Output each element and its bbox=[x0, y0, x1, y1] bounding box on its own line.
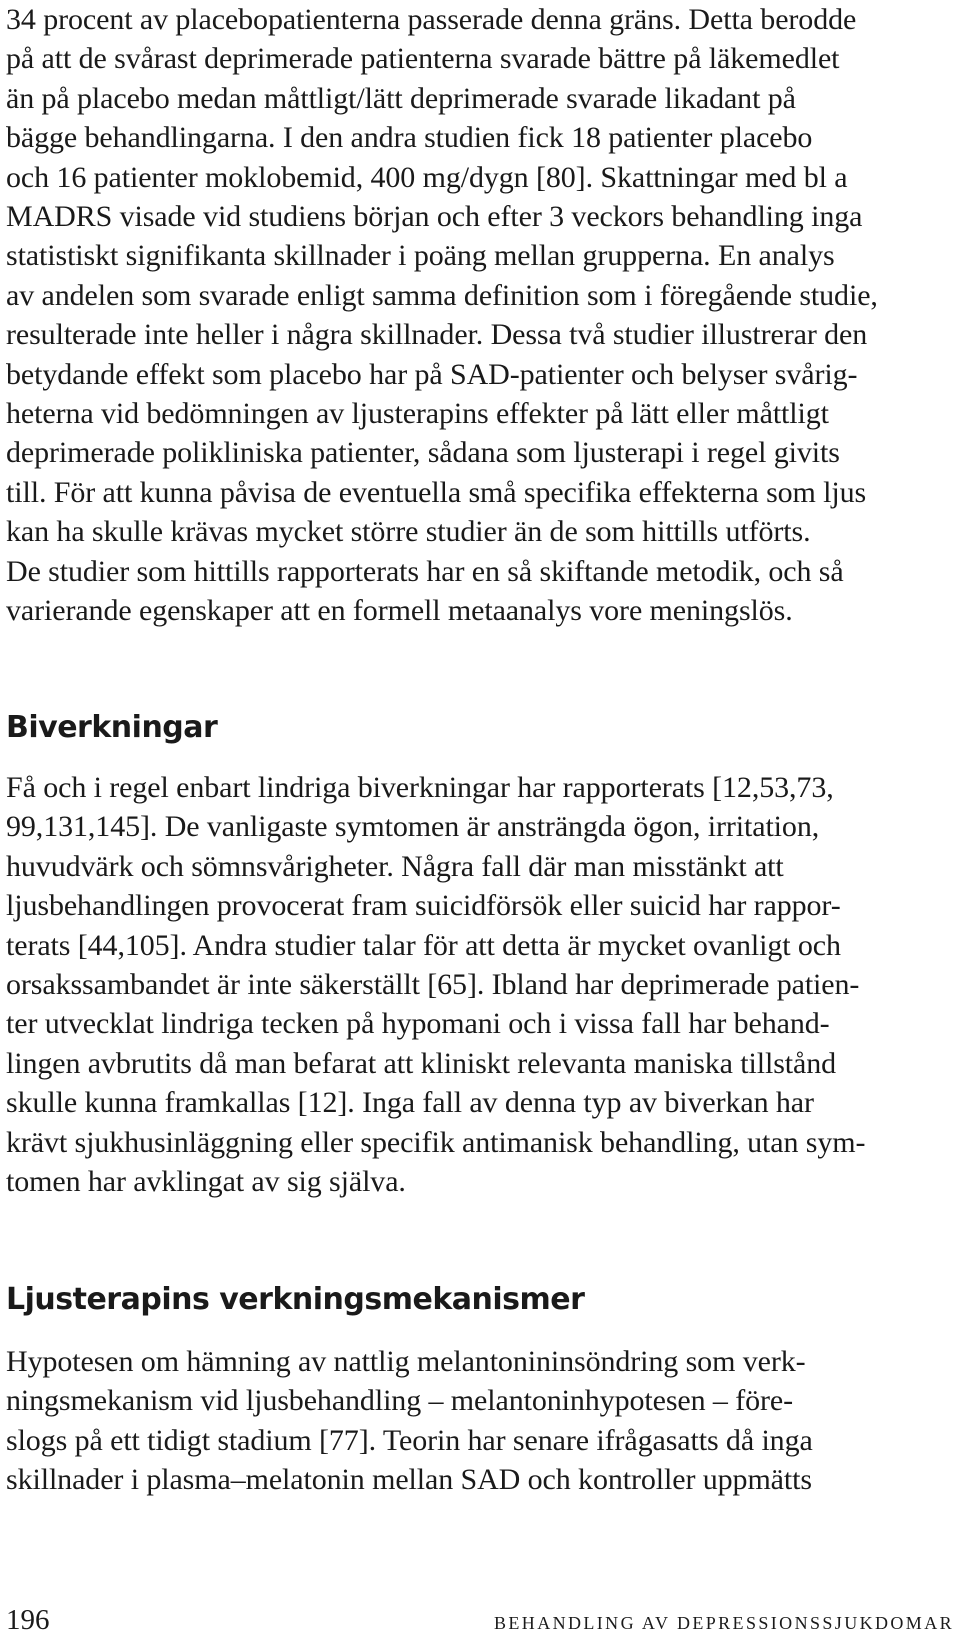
section-heading-biverkningar: Biverkningar bbox=[6, 710, 218, 745]
page-footer bbox=[6, 1602, 954, 1638]
text-line: än på placebo medan måttligt/lätt deprimerade svarade likadant på bbox=[6, 81, 796, 115]
text-line: av andelen som svarade enligt samma definition som i föregående studie, bbox=[6, 278, 878, 312]
text-line: Få och i regel enbart lindriga biverkningar har rapporterats [12,53,73, bbox=[6, 771, 834, 804]
paragraph-side-effects bbox=[6, 768, 865, 1201]
text-line: varierande egenskaper att en formell metaanalys vore meningslös. bbox=[6, 594, 793, 628]
text-line: på att de svårast deprimerade patienterna svarade bättre på läkemedlet bbox=[6, 42, 840, 76]
text-line: kan ha skulle krävas mycket större studier än de som hittills utförts. bbox=[6, 515, 811, 549]
text-line: ter utvecklat lindriga tecken på hypomani och i vissa fall har behand- bbox=[6, 1007, 830, 1041]
text-line: lingen avbrutits då man befarat att kliniskt relevanta maniska tillstånd bbox=[6, 1046, 837, 1080]
text-line: resulterade inte heller i några skillnader. Dessa två studier illustrerar den bbox=[6, 318, 868, 352]
section-heading-mekanismer: Ljusterapins verkningsmekanismer bbox=[6, 1282, 585, 1317]
text-line: slogs på ett tidigt stadium [77]. Teorin har senare ifrågasatts då inga bbox=[6, 1423, 813, 1457]
text-line: till. För att kunna påvisa de eventuella små specifika effekterna som ljus bbox=[6, 475, 867, 509]
running-head: BEHANDLING AV DEPRESSIONSSJUKDOMAR bbox=[494, 1613, 954, 1633]
text-line: De studier som hittills rapporterats har en så skiftande metodik, och så bbox=[6, 554, 844, 588]
text-line: bägge behandlingarna. I den andra studien fick 18 patienter placebo bbox=[6, 121, 813, 155]
text-line: och 16 patienter moklobemid, 400 mg/dygn [80]. Skattningar med bl a bbox=[6, 160, 848, 194]
text-line: Hypotesen om hämning av nattlig melantonininsöndring som verk- bbox=[6, 1345, 806, 1378]
text-line: huvudvärk och sömnsvårigheter. Några fall där man misstänkt att bbox=[6, 849, 784, 883]
text-line: betydande effekt som placebo har på SAD-patienter och belyser svårig- bbox=[6, 357, 858, 391]
text-line: ningsmekanism vid ljusbehandling – melantoninhypotesen – före- bbox=[6, 1384, 793, 1418]
text-line: orsakssambandet är inte säkerställt [65]. Ibland har deprimerade patien- bbox=[6, 968, 860, 1002]
text-line: statistiskt signifikanta skillnader i poäng mellan grupperna. En analys bbox=[6, 239, 835, 273]
text-line: tomen har avklingat av sig själva. bbox=[6, 1165, 406, 1199]
paragraph-mechanisms bbox=[6, 1342, 813, 1500]
page-number: 196 bbox=[6, 1604, 50, 1636]
paragraph-placebo-studies bbox=[6, 0, 878, 631]
text-line: terats [44,105]. Andra studier talar för att detta är mycket ovanligt och bbox=[6, 928, 841, 962]
text-line: 34 procent av placebopatienterna passerade denna gräns. Detta berodde bbox=[6, 3, 857, 36]
text-line: skillnader i plasma–melatonin mellan SAD och kontroller uppmätts bbox=[6, 1463, 812, 1497]
text-line: ljusbehandlingen provocerat fram suicidförsök eller suicid har rappor- bbox=[6, 889, 841, 923]
text-line: deprimerade polikliniska patienter, sådana som ljusterapi i regel givits bbox=[6, 436, 840, 470]
text-line: krävt sjukhusinläggning eller specifik antimanisk behandling, utan sym- bbox=[6, 1125, 866, 1159]
text-line: heterna vid bedömningen av ljusterapins effekter på lätt eller måttligt bbox=[6, 397, 829, 431]
text-line: 99,131,145]. De vanligaste symtomen är ansträngda ögon, irritation, bbox=[6, 810, 820, 844]
text-line: MADRS visade vid studiens början och efter 3 veckors behandling inga bbox=[6, 200, 863, 234]
text-line: skulle kunna framkallas [12]. Inga fall av denna typ av biverkan har bbox=[6, 1086, 814, 1120]
